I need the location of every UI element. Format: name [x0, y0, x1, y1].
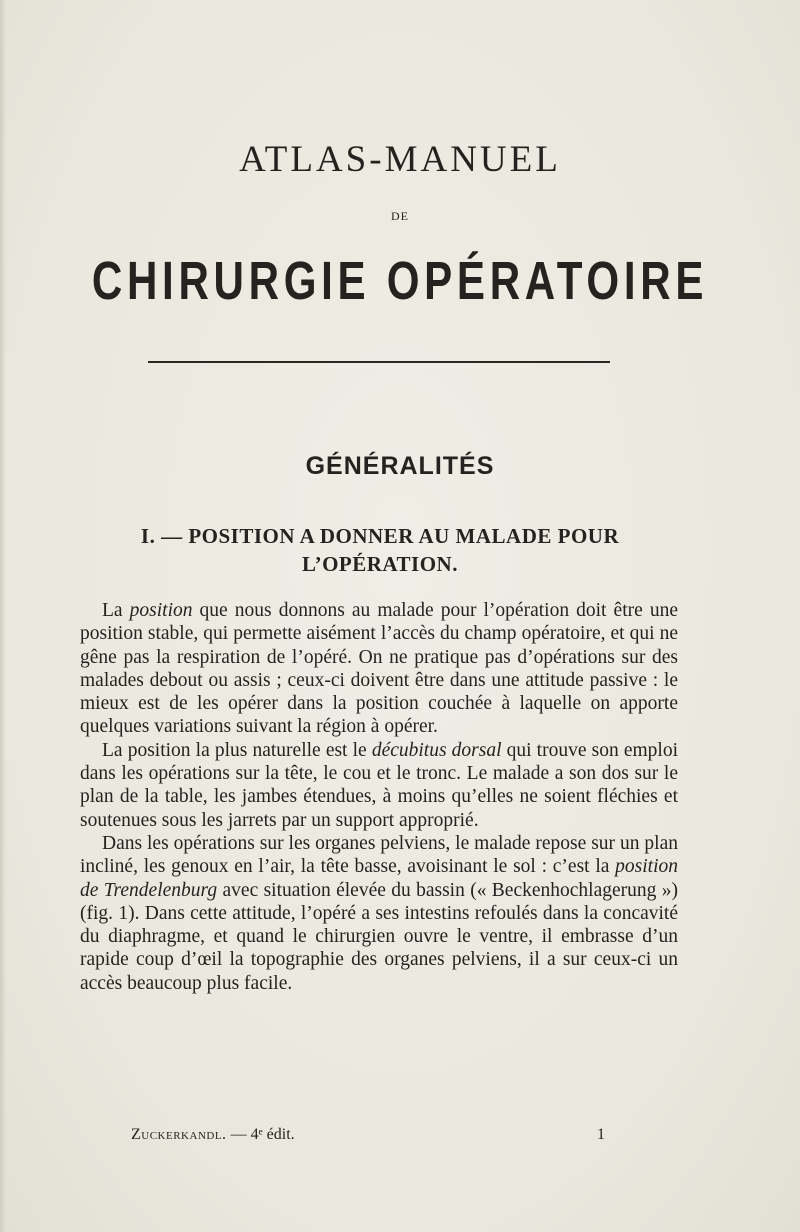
- page-edge-shadow: [0, 0, 6, 1232]
- book-title-line1: ATLAS-MANUEL: [239, 139, 561, 180]
- chapter-heading: [80, 522, 680, 578]
- text-run: que nous donnons au malade pour l’opération doit être une position stable, qui permette aisément l’accès du champ opératoire, et qui ne gêne pas la respiration de l’opéré. On ne pratique pas d’opérations sur des malades debout ou assis ; ceux-ci doivent être dans une attitude passive : le mieux est de les opérer dans la position couchée à laquelle on apporte quelques variations suivant la région à opérer.: [80, 600, 678, 738]
- paragraph: [80, 832, 678, 995]
- paragraph: [80, 739, 678, 832]
- text-run: La position la plus naturelle est le: [102, 739, 372, 761]
- paragraph: [80, 599, 678, 739]
- body-text: [80, 599, 678, 995]
- italic-term: position de Trendelenburg: [80, 856, 678, 901]
- chapter-heading-line2: L’OPÉRATION.: [302, 552, 458, 576]
- text-run: Dans les opérations sur les organes pelviens, le malade repose sur un plan incliné, les genoux en l’air, la tête basse, avoisinant le sol : c’est la: [80, 832, 678, 878]
- footer-edition: — 4ᵉ édit.: [230, 1126, 295, 1143]
- italic-term: position: [129, 600, 193, 621]
- book-title-de: DE: [391, 209, 409, 223]
- page-number: 1: [597, 1126, 605, 1143]
- footer-author: Zuckerkandl.: [131, 1126, 227, 1143]
- text-run: qui trouve son emploi dans les opérations sur la tête, le cou et le tronc. Le malade a son dos sur le plan de la table, les jambes étendues, à moins qu’elles ne soient fléchies et soutenues sous les jarrets par un support approprié.: [80, 739, 678, 831]
- chapter-heading-line1: I. — POSITION A DONNER AU MALADE POUR: [140, 524, 620, 548]
- text-run: La: [102, 600, 130, 621]
- italic-term: décubitus dorsal: [371, 739, 502, 761]
- book-title-line2: CHIRURGIE OPÉRATOIRE: [91, 251, 709, 311]
- text-run: avec situation élevée du bassin (« Beckenhochlagerung ») (fig. 1). Dans cette attitude, l’opéré a ses intestins refoulés dans la concavité du diaphragme, et quand le chirurgien ouvre le ventre, il embrasse d’un rapide coup d’œil la topographie des organes pelviens, il a sur ceux-ci un accès beaucoup plus facile.: [80, 879, 678, 994]
- title-divider: [148, 361, 610, 363]
- section-title: GÉNÉRALITÉS: [305, 452, 495, 480]
- page-footer: [131, 1126, 631, 1144]
